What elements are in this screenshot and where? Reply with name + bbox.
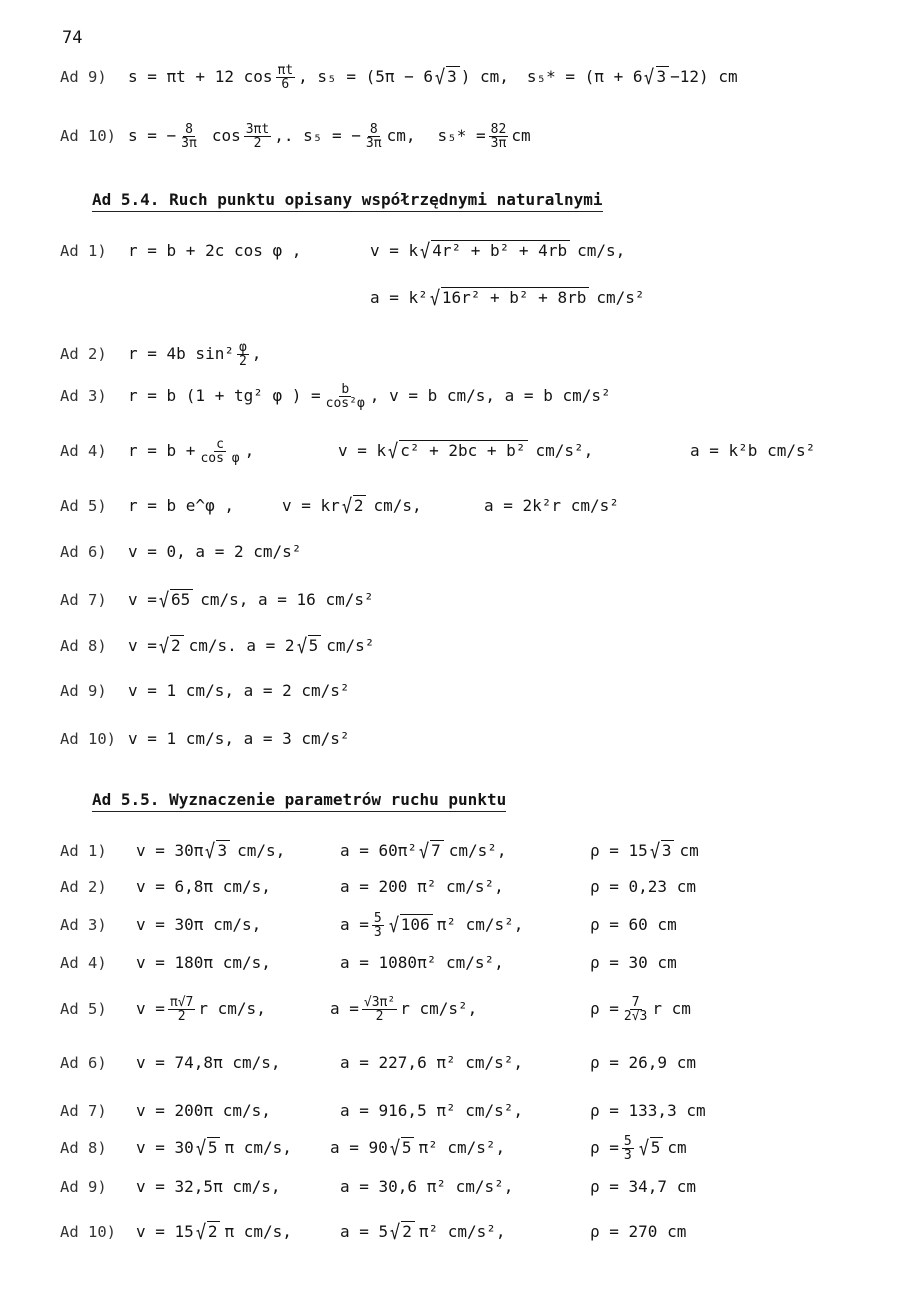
sec55-row-6: Ad 6) v = 74,8π cm/s, a = 227,6 π² cm/s², ρ = 26,9 cm — [60, 1053, 696, 1072]
sec55-row-9: Ad 9) v = 32,5π cm/s, a = 30,6 π² cm/s², ρ = 34,7 cm — [60, 1177, 696, 1196]
page-number: 74 — [62, 28, 83, 48]
sec54-row-9: Ad 9) v = 1 cm/s, a = 2 cm/s² — [60, 681, 350, 700]
sec54-row-5: Ad 5) r = b e^φ , v = kr √ 2 cm/s, a = 2k²r cm/s² — [60, 494, 619, 518]
sec55-row-3: Ad 3) v = 30π cm/s, a = $\frac{5}{3}$ √ 106 π² cm/s², ρ = 60 cm — [60, 910, 677, 940]
acceleration-expr: a = k² √ 16r² + b² + 8rb cm/s² — [370, 286, 645, 310]
square-root: √ 3 — [434, 66, 460, 88]
velocity-expr: v = k √ 4r² + b² + 4rb cm/s, — [370, 239, 626, 263]
sec54-row-3: Ad 3) r = b (1 + tg² φ ) = $\frac{b}{\text{cos²φ}}$ , v = b cm/s, a = b cm/s² — [60, 381, 611, 411]
sec54-row-4: Ad 4) r = b + $\frac{c}{\text{cos φ}}$ , v = k √ c² + 2bc + b² cm/s², a = k²b cm/s² — [60, 436, 816, 466]
block1-row-10 — [60, 121, 531, 151]
sec54-row-8: Ad 8) v = √ 2 cm/s. a = 2 √ 5 cm/s² — [60, 634, 375, 658]
fraction: $\frac{\pi t}{6}$ — [277, 62, 294, 92]
row-label: Ad 9) — [60, 68, 107, 86]
sec55-row-2: Ad 2) v = 6,8π cm/s, a = 200 π² cm/s², ρ = 0,23 cm — [60, 877, 696, 896]
sec55-row-7: Ad 7) v = 200π cm/s, a = 916,5 π² cm/s², ρ = 133,3 cm — [60, 1101, 706, 1120]
sec55-row-4: Ad 4) v = 180π cm/s, a = 1080π² cm/s², ρ = 30 cm — [60, 953, 677, 972]
equation: s = πt + 12 cos $\frac{\pi t}{6}$ , s₅ = (5π − 6 √ 3 ) cm, s₅* = (π + 6 √ 3 −12) cm — [128, 62, 738, 92]
block1-row-9 — [60, 62, 738, 92]
sec54-row-1: Ad 1) r = b + 2c cos φ , v = k √ 4r² + b² + 4rb cm/s, — [60, 236, 860, 266]
sec54-row-6: Ad 6) v = 0, a = 2 cm/s² — [60, 542, 302, 561]
sec55-row-10: Ad 10) v = 15 √ 2 π cm/s, a = 5 √ 2 π² cm/s², ρ = 270 cm — [60, 1220, 687, 1244]
sec55-row-1: Ad 1) v = 30π √ 3 cm/s, a = 60π² √ 7 cm/s², ρ = 15 √ 3 cm — [60, 839, 699, 863]
fraction: $\frac{8}{3\pi}$ — [181, 121, 197, 151]
sec54-row-7: Ad 7) v = √ 65 cm/s, a = 16 cm/s² — [60, 588, 374, 612]
square-root: √ 3 — [643, 66, 669, 88]
row-label: Ad 10) — [60, 127, 116, 145]
sec55-row-8: Ad 8) v = 30 √ 5 π cm/s, a = 90 √ 5 π² cm/s², ρ = $\frac{5}{3}$ √ 5 cm — [60, 1133, 687, 1163]
fraction: $\frac{3\pi t}{2}$ — [245, 121, 270, 151]
sec54-row-2: Ad 2) r = 4b sin² $\frac{\varphi}{2}$ , — [60, 339, 262, 369]
section-heading-5-5: Ad 5.5. Wyznaczenie parametrów ruchu punktu — [92, 790, 506, 812]
section-heading-5-4: Ad 5.4. Ruch punktu opisany współrzędnymi naturalnymi — [92, 190, 603, 212]
sec54-row-10: Ad 10) v = 1 cm/s, a = 3 cm/s² — [60, 729, 350, 748]
fraction: $\frac{8}{3\pi}$ — [365, 121, 382, 151]
equation: s = − $\frac{8}{3\pi}$ cos $\frac{3\pi t}{2}$ ,. s₅ = − $\frac{8}{3\pi}$ cm, s₅* = $\frac{82}{3\pi}$ cm — [128, 121, 531, 151]
fraction: $\frac{82}{3\pi}$ — [490, 121, 507, 151]
sec55-row-5: Ad 5) v = $\frac{\pi√7}{2}$ r cm/s, a = $\frac{\text{√3π²}}{2}$ r cm/s², ρ = $\frac{7}{2√3}$ r cm — [60, 994, 691, 1024]
sec54-row-1b — [60, 283, 860, 313]
